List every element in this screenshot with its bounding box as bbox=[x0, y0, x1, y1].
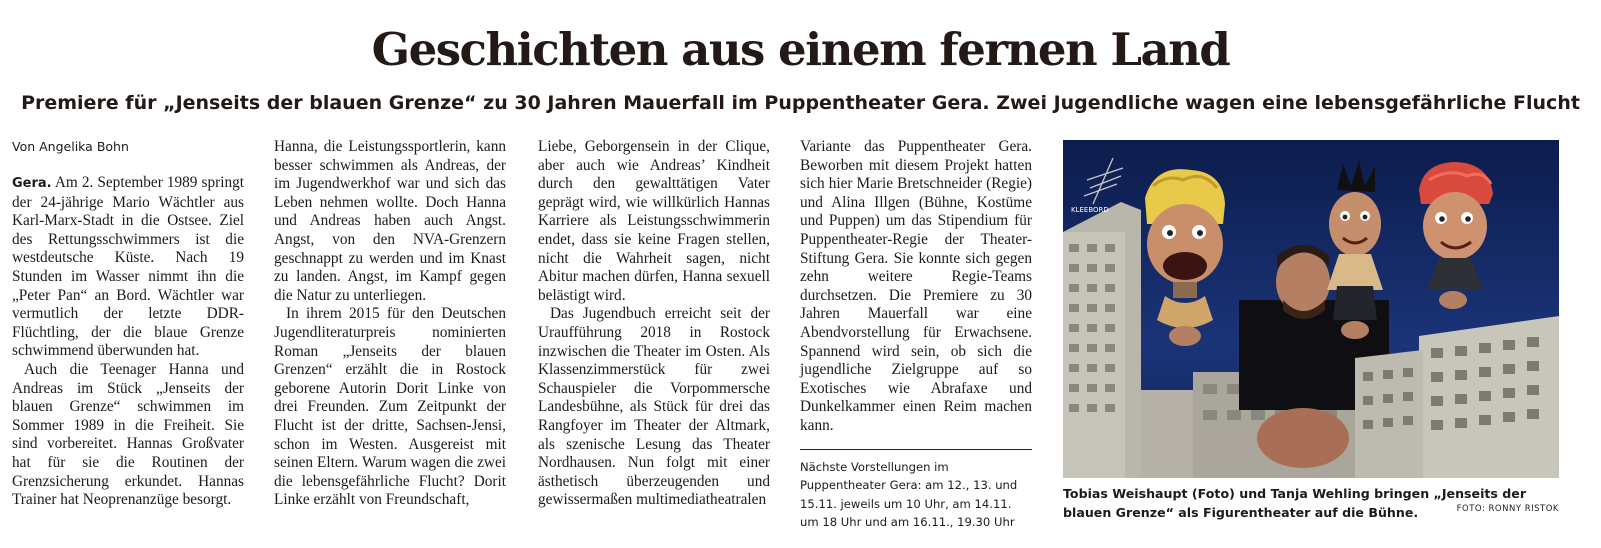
article-column-1 bbox=[12, 138, 244, 510]
paragraph-4-part-2: Variante das Puppentheater Gera. Beworben mit diesem Projekt hatten sich hier Marie Bretschneider (Regie) und Alina Illgen (Bühne, Kostüme und Puppen) um das Stipendium für Puppentheater-Regie der Theater-Stiftung Gera. Sie konnte sich gegen zehn weitere Regie-Teams durchsetzen. Die Premiere zu 30 Jahren Mauerfall war eine Abendvorstellung für Erwachsene. Spannend wird sein, ob sich die jugendliche Zielgruppe auf so Exotisches wie Abrafaxe und Dunkelkammer einen Reim machen kann. bbox=[800, 138, 1032, 434]
paragraph-4-continued bbox=[800, 138, 1032, 436]
paragraph-3-part-1: In ihrem 2015 für den Deutschen Jugendliteraturpreis nominierten Roman „Jenseits der blauen Grenzen“ erzählt die in Rostock geborene Autorin Dorit Linke von drei Freunden. Zum Zeitpunkt der Flucht ist der dritte, Sachsen-Jensi, schon im Westen. Ausgereist mit seinen Eltern. Warum wagen die zwei die lebensgefährliche Flucht? Dorit Linke erzählt von Freundschaft, bbox=[274, 305, 506, 509]
left-building bbox=[1063, 202, 1141, 478]
paragraph-2-continued bbox=[274, 138, 506, 305]
stage-photo bbox=[1063, 140, 1559, 478]
paragraph-1 bbox=[12, 174, 244, 361]
paragraph-3-continued bbox=[538, 138, 770, 305]
article-column-4 bbox=[800, 138, 1032, 532]
paragraph-1-text: Am 2. September 1989 springt der 24-jährige Mario Wächtler aus Karl-Marx-Stadt in die Ostsee. Ziel des Rettungsschwimmers ist die westdeutsche Küste. Nach 19 Stunden im Wasser nimmt ihn die „Peter Pan“ an Bord. Wächtler war vermutlich der letzte DDR-Flüchtling, der die blaue Grenze schwimmend überwunden hat. bbox=[12, 174, 244, 360]
article-column-3 bbox=[538, 138, 770, 510]
dateline: Gera. bbox=[12, 176, 52, 191]
paragraph-3 bbox=[274, 305, 506, 510]
headline: Geschichten aus einem fernen Land bbox=[371, 23, 1230, 76]
paragraph-4-part-1: Das Jugendbuch erreicht seit der Uraufführung 2018 in Rostock inzwischen die Theater im Osten. Als Klassenzimmerstück für zwei Schauspieler die Vorpommersche Landesbühne, als Stück für drei das Rangfoyer im Theater der Altmark, als szenische Lesung das Theater Nordhausen. Nun folgt mit einer ästhetisch überzeugenden und gewissermaßen multimediatheatralen bbox=[538, 305, 770, 509]
paragraph-2 bbox=[12, 361, 244, 510]
photo-caption: Tobias Weishaupt (Foto) und Tanja Wehling bringen „Jenseits der blauen Grenze“ als Figurentheater auf die Bühne. bbox=[1063, 486, 1527, 520]
paragraph-4 bbox=[538, 305, 770, 510]
subheadline: Premiere für „Jenseits der blauen Grenze“ zu 30 Jahren Mauerfall im Puppentheater Gera. Zwei Jugendliche wagen eine lebensgefährliche Flucht bbox=[21, 92, 1580, 114]
article-column-2 bbox=[274, 138, 506, 510]
info-divider bbox=[800, 449, 1032, 450]
paragraph-3-part-2: Liebe, Geborgensein in der Clique, aber auch wie Andreas’ Kindheit durch den gewalttätigen Vater geprägt wird, wie willkürlich Hannas Karriere als Leistungsschwimmerin endet, dass sie keine Fragen stellen, nicht die Wahrheit sagen, nicht Abitur machen dürfen, Hanna sexuell belästigt wird. bbox=[538, 138, 770, 304]
byline: Von Angelika Bohn bbox=[12, 139, 129, 154]
building-sign: KLEEBORD bbox=[1071, 206, 1109, 214]
performance-dates: Nächste Vorstellungen im Puppentheater Gera: am 12., 13. und 15.11. jeweils um 10 Uhr, am 14.11. um 18 Uhr und am 16.11., 19.30 Uhr bbox=[800, 459, 1018, 530]
photo-credit: FOTO: RONNY RISTOK bbox=[1456, 504, 1559, 514]
paragraph-2-part-1: Auch die Teenager Hanna und Andreas im Stück „Jenseits der blauen Grenze“ schwimmen im Sommer 1989 in die Freiheit. Sie sind vorbereitet. Hannas Großvater hat für sie die Routinen der Grenzsicherung erkundet. Hannas Trainer hat Neoprenanzüge besorgt. bbox=[12, 360, 244, 509]
puppet-theater-image bbox=[1063, 140, 1559, 478]
paragraph-2-part-2: Hanna, die Leistungssportlerin, kann besser schwimmen als Andreas, der im Jugendwerkhof war und sich das Leben nehmen wollte. Doch Hanna und Andreas haben auch Angst. Angst, von den NVA-Grenzern geschnappt zu werden und im Knast zu landen. Angst, im Kampf gegen die Natur zu unterliegen. bbox=[274, 138, 506, 304]
